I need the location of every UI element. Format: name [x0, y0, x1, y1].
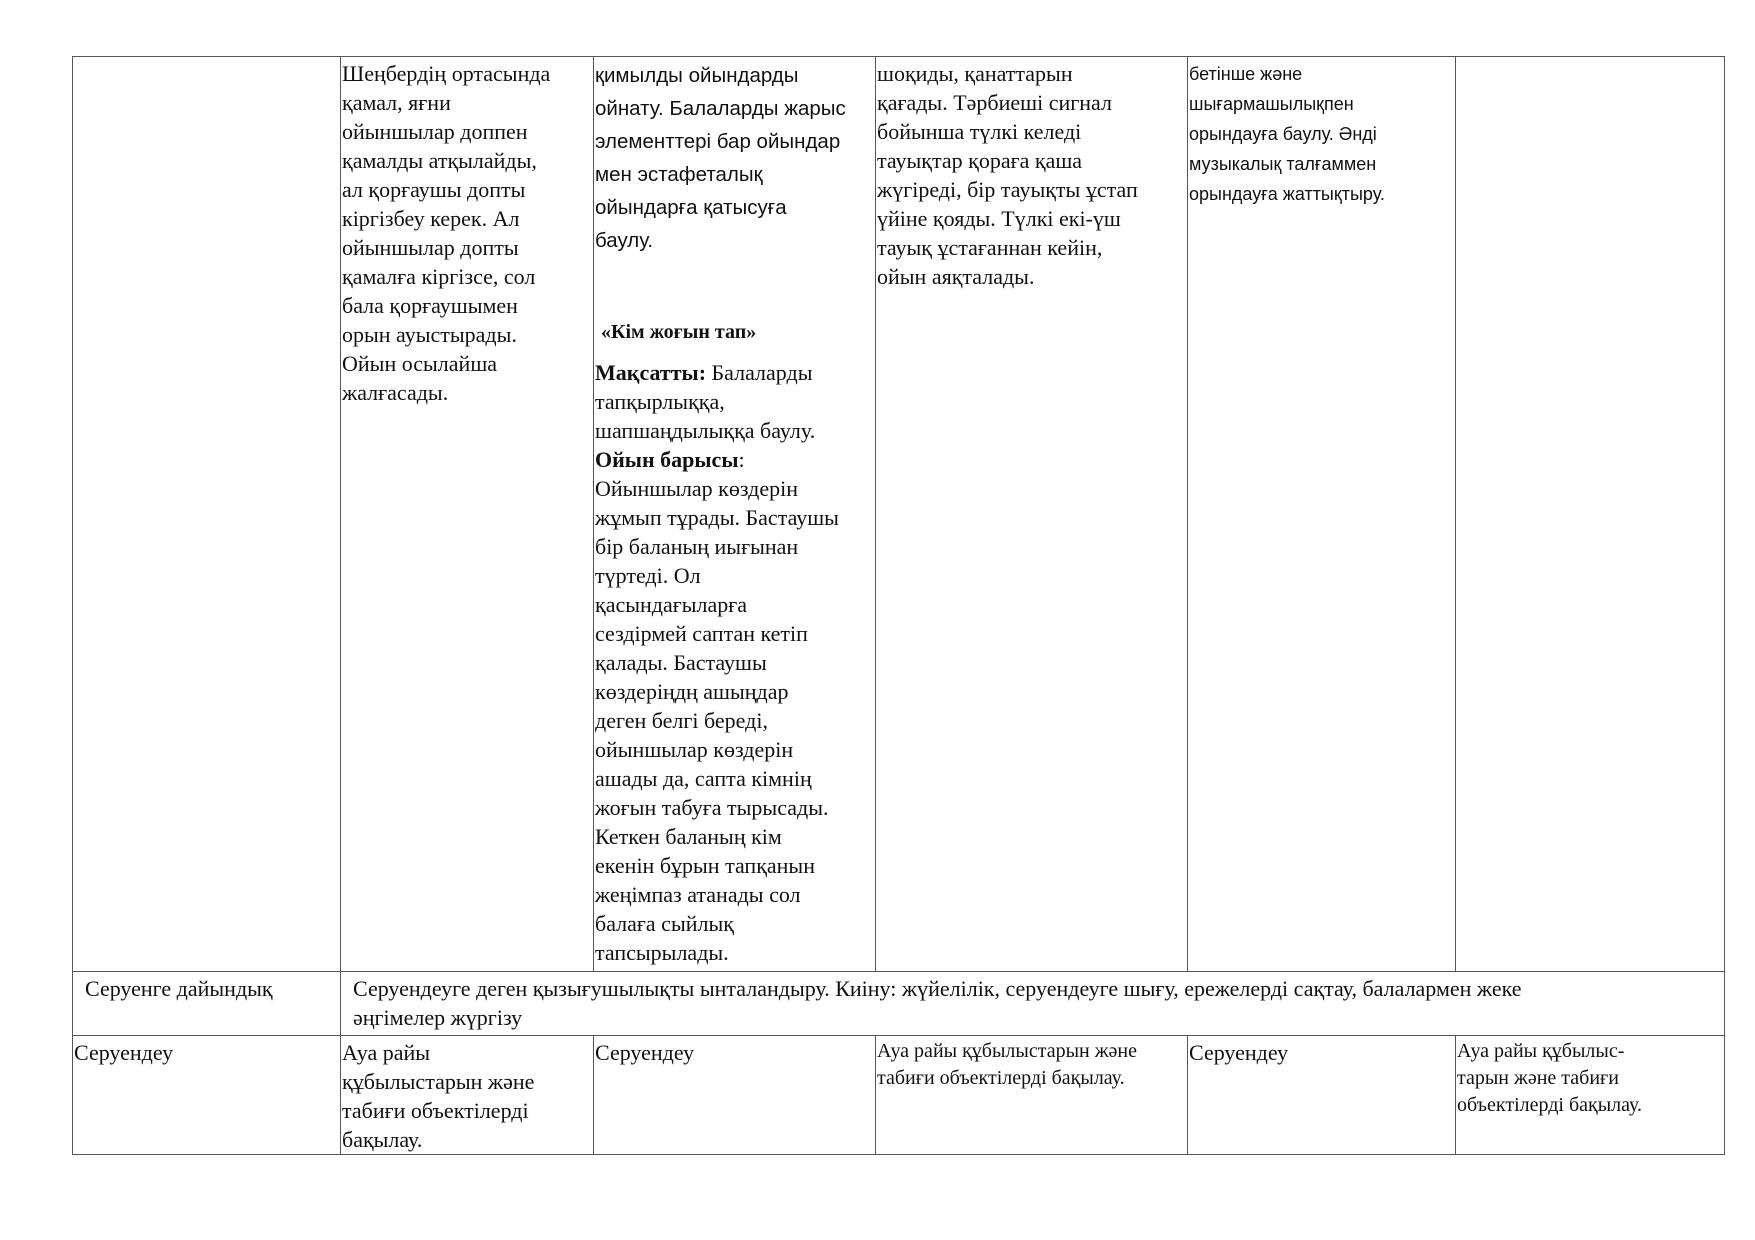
music-text: бетінше және шығармашылықпен орындауға баулу. Әнді музыкалық талғаммен орындауға жаттықтыру.: [1189, 64, 1385, 204]
table-row: [73, 1036, 1725, 1155]
table-row: [73, 57, 1725, 972]
walk-observation-text: Ауа райы құбылыс- тарын және табиғи объектілерді бақылау.: [1457, 1040, 1643, 1116]
walk-observation-text: Ауа райы құбылыстарын және табиғи объектілерді бақылау.: [342, 1040, 535, 1152]
table-cell-walk-wed: [876, 1036, 1188, 1155]
table-cell-walk-fri: [1456, 1036, 1725, 1155]
table-row: [73, 972, 1725, 1036]
goal-label: Мақсатты:: [595, 360, 707, 385]
table-cell-walk-prep-label: [73, 972, 341, 1036]
game-process-text: Ойыншылар көздерін жұмып тұрады. Бастаушы бір баланың иығынан түртеді. Ол қасындағыларға сездірмей саптан кетіп қалады. Бастаушы көздеріңдң ашыңдар деген белгі береді, ойыншылар көздерін ашады да, сапта кімнің жоғын табуға тырысады. Кеткен баланың кім екенін бұрын тапқанын жеңімпаз атанады сол балаға сыйлық тапсырылады.: [595, 476, 839, 965]
walk-text: Серуендеу: [595, 1040, 695, 1065]
fox-game-text: шоқиды, қанаттарын қағады. Тәрбиеші сигнал бойынша түлкі келеді тауықтар қораға қаша жүгіреді, бір тауықты ұстап үйіне қояды. Түлкі екі-үш тауық ұстағаннан кейін, ойын аяқталады.: [877, 61, 1138, 289]
walk-prep-text: Серуендеуге деген қызығушылықты ынталандыру. Киіну: жүйелілік, серуендеуге шығу, ережелерді сақтау, балалармен жеке әңгімелер жүргізу: [353, 976, 1522, 1030]
table-cell-empty: [1456, 57, 1725, 972]
table-cell-walk-thu: [1188, 1036, 1456, 1155]
table-cell-walk-label: [73, 1036, 341, 1155]
games-intro-text: қимылды ойындарды ойнату. Балаларды жарыс элементтері бар ойындар мен эстафеталық ойындарға қатысуға баулу.: [595, 64, 846, 252]
goal-text: Балаларды тапқырлыққа, шапшаңдылыққа баулу.: [595, 360, 816, 443]
walk-label: Серуендеу: [74, 1040, 174, 1065]
table-cell-game-description: [341, 57, 594, 972]
game-goal: [595, 358, 874, 445]
process-colon: :: [738, 447, 745, 472]
walk-observation-text: Ауа райы құбылыстарын және табиғи объектілерді бақылау.: [877, 1040, 1137, 1089]
table-cell-walk-mon: [341, 1036, 594, 1155]
table-cell-walk-tue: [594, 1036, 876, 1155]
walk-prep-label: Серуенге дайындық: [85, 976, 273, 1001]
table-cell-fox-game: [876, 57, 1188, 972]
table-cell-games: [594, 57, 876, 972]
process-label: Ойын барысы: [595, 447, 739, 472]
table-cell-walk-prep-text: [341, 972, 1725, 1036]
game-description-text: Шеңбердің ортасында қамал, яғни ойыншылар доппен қамалды атқылайды, ал қорғаушы допты кіргізбеу керек. Ал ойыншылар допты қамалға кіргізсе, сол бала қорғаушымен орын ауыстырады. Ойын осылайша жалғасады.: [342, 61, 551, 405]
walk-text: Серуендеу: [1189, 1040, 1289, 1065]
game-title: «Кім жоғын тап»: [601, 321, 757, 343]
table-cell-music: [1188, 57, 1456, 972]
game-process: [595, 445, 874, 474]
schedule-table: [72, 56, 1725, 1155]
table-cell-empty: [73, 57, 341, 972]
